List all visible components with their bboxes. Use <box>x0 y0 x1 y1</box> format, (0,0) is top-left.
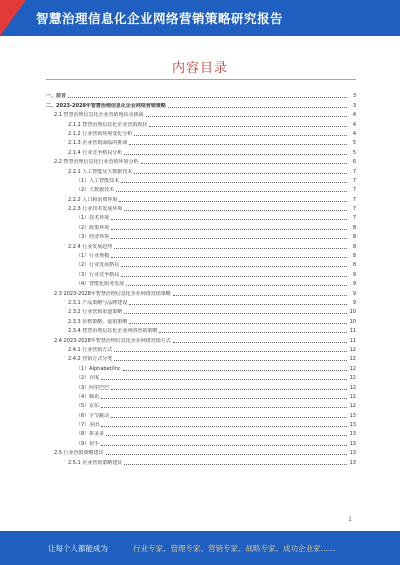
toc-entry[interactable] <box>46 428 356 437</box>
toc-entry[interactable] <box>46 184 356 193</box>
toc-entry[interactable] <box>46 278 356 287</box>
toc-leader-dots <box>116 191 347 192</box>
toc-leader-dots <box>173 342 347 343</box>
toc-leader-dots <box>111 229 347 230</box>
toc-entry-page: 7 <box>352 177 356 184</box>
toc-entry-page: 12 <box>349 403 356 410</box>
toc-entry-label: （1）技术环境 <box>76 215 110 222</box>
toc-entry-label: 2.2 智慧治理信息化行业营销环境分析 <box>54 159 139 166</box>
toc-leader-dots <box>134 135 347 136</box>
toc-entry-page: 9 <box>352 281 356 288</box>
toc-entry-page: 3 <box>352 93 356 100</box>
toc-entry-label: 一、前言 <box>46 93 67 100</box>
toc-entry[interactable] <box>46 306 356 315</box>
toc-entry-label: 2.1.4 行业竞争格局分析 <box>68 149 123 156</box>
toc-entry[interactable] <box>46 344 356 353</box>
toc-leader-dots <box>124 154 347 155</box>
toc-entry-label: 2.1.1 智慧治理信息化企业营销现状 <box>68 121 148 128</box>
toc-entry[interactable] <box>46 372 356 381</box>
toc-leader-dots <box>114 351 347 352</box>
toc-entry-label: 2.2.2 人口和消费环境 <box>68 196 118 203</box>
toc-leader-dots <box>68 97 347 98</box>
toc-leader-dots <box>129 144 347 145</box>
toc-entry-label: 2.3.2 行业营销渠道策略 <box>68 309 123 316</box>
toc-leader-dots <box>146 116 347 117</box>
toc-entry[interactable] <box>46 353 356 362</box>
toc-entry[interactable] <box>46 325 356 334</box>
toc-entry[interactable] <box>46 118 356 127</box>
toc-entry-page: 8 <box>352 253 356 260</box>
toc-entry-page: 7 <box>352 215 356 222</box>
toc-entry[interactable] <box>46 456 356 465</box>
toc-entry-page: 3 <box>352 102 356 109</box>
toc-entry-page: 6 <box>352 159 356 166</box>
toc-entry-page: 7 <box>352 196 356 203</box>
toc-entry-label: （2）行业发展格局 <box>76 262 120 269</box>
toc-entry-page: 12 <box>349 356 356 363</box>
toc-entry[interactable] <box>46 146 356 155</box>
toc-entry-page: 12 <box>349 375 356 382</box>
toc-entry-page: 7 <box>352 206 356 213</box>
toc-entry-page: 4 <box>352 121 356 128</box>
toc-entry[interactable] <box>46 250 356 259</box>
toc-entry-label: 2.2.3 行业技术发展环境 <box>68 206 123 213</box>
toc-leader-dots <box>141 163 347 164</box>
toc-entry[interactable] <box>46 128 356 137</box>
toc-entry-page: 7 <box>352 168 356 175</box>
toc-entry-page: 13 <box>349 431 356 438</box>
toc-entry[interactable] <box>46 109 356 118</box>
toc-leader-dots <box>111 389 347 390</box>
toc-entry[interactable] <box>46 175 356 184</box>
toc-leader-dots <box>101 407 347 408</box>
toc-entry-page: 7 <box>352 187 356 194</box>
toc-entry-label: （6）字节跳动 <box>76 412 110 419</box>
toc-leader-dots <box>124 210 347 211</box>
toc-entry-label: 2.5 行业营销策略建议 <box>54 450 104 457</box>
toc-entry-label: （3）行业竞争格局 <box>76 271 120 278</box>
toc-entry[interactable] <box>46 437 356 446</box>
toc-entry-page: 9 <box>352 290 356 297</box>
toc-leader-dots <box>111 257 347 258</box>
toc-entry-page: 11 <box>349 337 356 344</box>
toc-entry-label: （5）京东 <box>76 403 100 410</box>
toc-leader-dots <box>111 219 347 220</box>
toc-entry-label: （7）美团 <box>76 422 100 429</box>
toc-leader-dots <box>173 295 347 296</box>
toc-leader-dots <box>119 201 347 202</box>
toc-entry-label: （3）经济环境 <box>76 234 110 241</box>
toc-entry-label: 2.2.1 人工智能及大数据技术 <box>68 168 133 175</box>
toc-leader-dots <box>159 332 347 333</box>
toc-entry-page: 13 <box>349 422 356 429</box>
toc-entry[interactable] <box>46 90 356 99</box>
toc-entry[interactable] <box>46 268 356 277</box>
toc-entry[interactable] <box>46 240 356 249</box>
toc-entry-label: （3）阿里巴巴 <box>76 384 110 391</box>
toc-entry[interactable] <box>46 287 356 296</box>
toc-entry-label: 2.3.4 智慧治理信息化企业网络营销策略 <box>68 328 158 335</box>
toc-entry[interactable] <box>46 400 356 409</box>
toc-leader-dots <box>101 426 347 427</box>
toc-leader-dots <box>111 417 347 418</box>
toc-entry-label: （4）智能化服务发展 <box>76 281 125 288</box>
toc-entry-label: 2.3.3 价格策略、促销策略 <box>68 318 128 325</box>
toc-leader-dots <box>124 464 347 465</box>
toc-entry[interactable] <box>46 165 356 174</box>
toc-leader-dots <box>129 323 347 324</box>
toc-entry-label: （1）Alphabet/Inc <box>76 365 121 372</box>
toc-leader-dots <box>149 126 347 127</box>
toc-entry-label: 2.3 2023-2028年智慧治理信息化企业网络营销策略 <box>54 290 171 297</box>
toc-entry[interactable] <box>46 156 356 165</box>
toc-leader-dots <box>114 360 347 361</box>
toc-leader-dots <box>123 370 347 371</box>
toc-entry-page: 4 <box>352 112 356 119</box>
toc-entry-label: 2.5.1 企业营销策略建议 <box>68 459 123 466</box>
toc-entry-label: （2）百度 <box>76 375 100 382</box>
toc-entry-page: 9 <box>352 299 356 306</box>
report-header-banner <box>0 0 400 36</box>
toc-entry[interactable] <box>46 99 356 108</box>
toc-entry-label: 2.4.1 行业营销方式 <box>68 346 113 353</box>
toc-leader-dots <box>101 398 347 399</box>
toc-heading-rule <box>46 79 356 80</box>
toc-leader-dots <box>121 276 347 277</box>
toc-entry-page: 12 <box>349 346 356 353</box>
toc-entry-label: 2.4 2023-2028年智慧治理信息化企业网络营销方式 <box>54 337 171 344</box>
toc-entry-label: 2.2.4 行业发展趋势 <box>68 243 113 250</box>
toc-entry-page: 10 <box>349 309 356 316</box>
toc-leader-dots <box>168 107 347 108</box>
toc-entry-page: 8 <box>352 234 356 241</box>
toc-entry[interactable] <box>46 231 356 240</box>
toc-heading: 内容目录 <box>171 61 228 76</box>
toc-entry[interactable] <box>46 381 356 390</box>
toc-leader-dots <box>101 379 347 380</box>
toc-entry-label: 2.1.2 行业营销环境变化分析 <box>68 130 133 137</box>
toc-leader-dots <box>114 248 347 249</box>
toc-entry-label: （4）腾讯 <box>76 393 100 400</box>
toc-entry[interactable] <box>46 203 356 212</box>
toc-entry-label: 2.1.3 企业营销面临的挑战 <box>68 140 128 147</box>
page-number: 1 <box>348 516 352 523</box>
toc-leader-dots <box>121 182 347 183</box>
toc-entry-label: 2.3.1 产品策略与品牌建设 <box>68 299 128 306</box>
toc-entry-label: 二、2023-2028年智慧治理信息化企业网络营销策略 <box>46 102 166 109</box>
toc-entry-page: 5 <box>352 140 356 147</box>
toc-leader-dots <box>101 445 347 446</box>
toc-leader-dots <box>121 266 347 267</box>
toc-entry[interactable] <box>46 334 356 343</box>
toc-entry[interactable] <box>46 212 356 221</box>
toc-leader-dots <box>111 238 347 239</box>
toc-entry[interactable] <box>46 447 356 456</box>
toc-entry[interactable] <box>46 409 356 418</box>
toc-entry[interactable] <box>46 362 356 371</box>
toc-entry-page: 13 <box>349 412 356 419</box>
toc-entry-label: （1）行业规模 <box>76 253 110 260</box>
toc-entry[interactable] <box>46 419 356 428</box>
toc-entry-label: （9）快手 <box>76 440 100 447</box>
toc-entry-page: 10 <box>349 318 356 325</box>
toc-entry-page: 12 <box>349 365 356 372</box>
header-accent-triangle <box>0 0 26 36</box>
toc-entry[interactable] <box>46 221 356 230</box>
toc-entry-page: 8 <box>352 243 356 250</box>
report-footer-banner <box>0 531 400 565</box>
toc-leader-dots <box>126 285 347 286</box>
toc-entry-label: （8）拼多多 <box>76 431 105 438</box>
footer-slogan: 让每个人都能成为 <box>48 544 108 553</box>
toc-entry[interactable] <box>46 297 356 306</box>
toc-entry-page: 13 <box>349 450 356 457</box>
toc-entry-page: 13 <box>349 459 356 466</box>
toc-entry-page: 12 <box>349 384 356 391</box>
toc-leader-dots <box>106 435 347 436</box>
toc-entry-page: 8 <box>352 224 356 231</box>
toc-entry-page: 4 <box>352 130 356 137</box>
toc-entry-label: （1）人工智能技术 <box>76 177 120 184</box>
toc-entry-page: 13 <box>349 440 356 447</box>
toc-entry[interactable] <box>46 391 356 400</box>
toc-entry-label: （2）政策环境 <box>76 224 110 231</box>
toc-entry-label: （2）大数据技术 <box>76 187 115 194</box>
table-of-contents <box>46 90 356 466</box>
toc-entry-page: 12 <box>349 393 356 400</box>
toc-entry-page: 5 <box>352 149 356 156</box>
toc-entry-label: 2.1 智慧治理信息化企业营销现状及挑战 <box>54 112 144 119</box>
toc-leader-dots <box>129 304 347 305</box>
toc-leader-dots <box>124 313 347 314</box>
toc-leader-dots <box>134 173 347 174</box>
toc-entry[interactable] <box>46 137 356 146</box>
toc-entry[interactable] <box>46 193 356 202</box>
toc-entry-page: 8 <box>352 262 356 269</box>
toc-entry-page: 9 <box>352 271 356 278</box>
toc-entry[interactable] <box>46 259 356 268</box>
toc-leader-dots <box>106 454 347 455</box>
report-title: 智慧治理信息化企业网络营销策略研究报告 <box>36 11 284 26</box>
toc-entry-page: 11 <box>349 328 356 335</box>
footer-slogan-roles: 行业专家、管理专家、营销专家、战略专家、成功企业家…… <box>133 544 336 553</box>
toc-entry-label: 2.4.2 营销方式分类 <box>68 356 113 363</box>
toc-entry[interactable] <box>46 315 356 324</box>
